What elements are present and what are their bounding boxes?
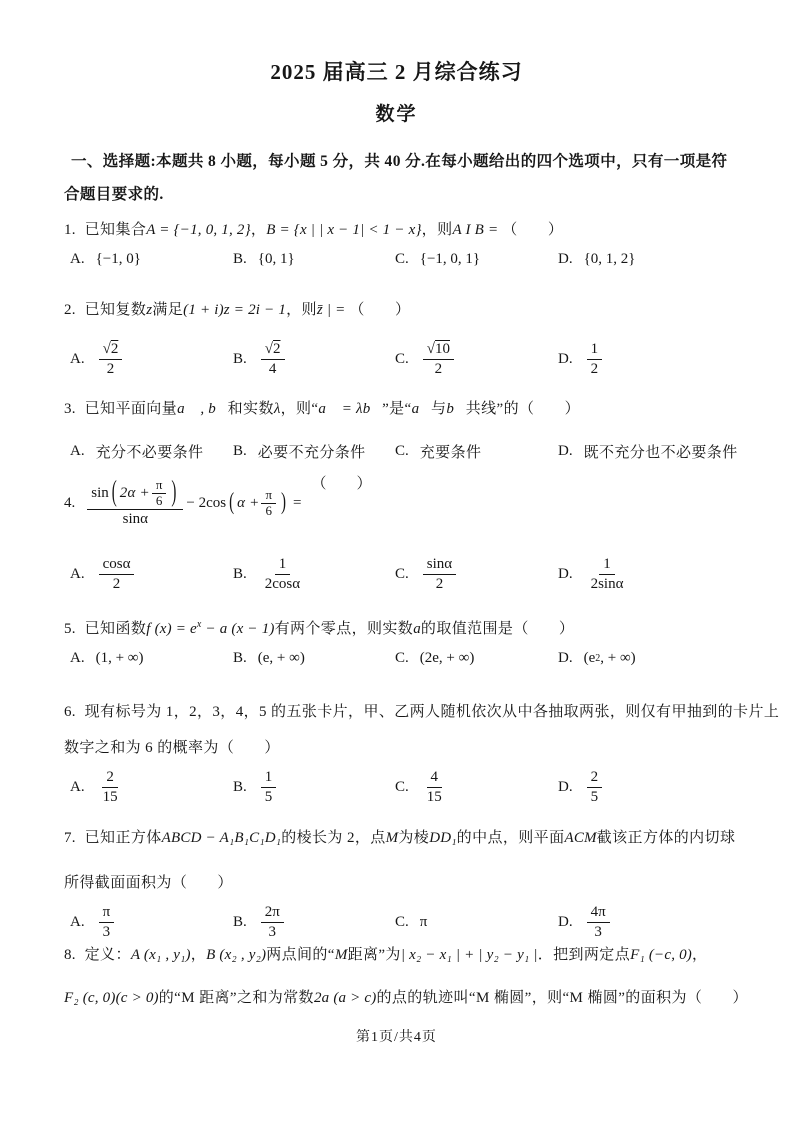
right-paren: )	[171, 476, 177, 509]
question-6-option-c	[395, 768, 558, 807]
stem-math: B = {x | | x − 1| < 1 − x}	[266, 222, 422, 238]
stem-text: 有两个零点，则实数	[274, 621, 414, 637]
stem-text: 与	[430, 401, 447, 417]
stem-math: ABCD − A₁B₁C₁D₁	[161, 830, 282, 846]
equals-sign: =	[293, 494, 302, 511]
radical-sign: √	[264, 340, 273, 357]
denominator: 4	[268, 360, 277, 377]
denominator: 2	[112, 575, 121, 592]
inner-fraction	[261, 488, 276, 519]
denominator: 2	[434, 360, 443, 377]
answer-blank: （ ）	[502, 222, 564, 238]
stem-text: 现有标号为 1，2，3，4，5 的五张卡片，甲、乙两人随机依次从中各抽取两张，则仅有甲抽到的卡片上	[84, 704, 780, 720]
stem-math: A (x₁ , y₁)	[130, 947, 191, 963]
denominator: 3	[594, 923, 602, 940]
question-6-option-a	[70, 768, 233, 807]
question-3-option-b	[233, 441, 395, 462]
fraction	[587, 768, 603, 807]
right-paren: )	[281, 489, 287, 515]
numerator: 1	[275, 555, 291, 575]
denominator: sinα	[122, 510, 148, 527]
numerator: π	[261, 488, 276, 504]
denominator: 5	[264, 788, 273, 805]
stem-text: ，	[250, 222, 267, 238]
question-5-option-c	[395, 650, 558, 667]
numerator: 1	[599, 555, 615, 575]
fraction	[587, 340, 603, 379]
radicand: 2	[273, 340, 281, 357]
question-3-option-a	[70, 441, 233, 462]
option-label: A.	[70, 251, 85, 267]
numerator: 4	[427, 768, 443, 788]
answer-blank: （ ）	[513, 621, 575, 637]
option-value: (e, + ∞)	[257, 650, 305, 666]
stem-math: M	[334, 947, 348, 963]
question-2-stem	[64, 298, 410, 319]
option-label: B.	[233, 650, 247, 666]
numerator: 1	[587, 340, 603, 360]
stem-text: ，则	[421, 222, 453, 238]
denominator: 6	[155, 492, 163, 508]
stem-math: (1 + i)z = 2i − 1	[183, 302, 287, 318]
question-6-stem-line-1	[64, 700, 779, 721]
section-heading-line-1: 一、选择题:本题共 8 小题，每小题 5 分，共 40 分.在每小题给出的四个选项中，只有一项是符	[71, 153, 728, 170]
fraction	[99, 768, 122, 807]
stem-text: 定义：	[84, 947, 131, 963]
question-7-stem-line-1	[64, 826, 735, 847]
exponent: x	[196, 619, 202, 630]
numerator: 4π	[587, 903, 610, 923]
fraction	[261, 555, 304, 594]
fraction	[423, 340, 454, 379]
stem-text: ，则“	[280, 401, 319, 417]
answer-blank: （ ）	[171, 875, 233, 891]
radicand: 2	[110, 340, 119, 357]
numerator: π	[99, 903, 115, 923]
stem-math: 2a (a > c)	[313, 990, 377, 1006]
denominator: 5	[590, 788, 599, 805]
stem-math: ACM	[564, 830, 597, 846]
question-number: 1.	[64, 222, 76, 238]
question-4-options	[70, 548, 753, 600]
question-1-option-d	[558, 251, 753, 268]
answer-blank: （ ）	[519, 401, 580, 417]
question-3-option-c	[395, 441, 558, 462]
numerator: cosα	[99, 555, 135, 575]
option-value: (2e, + ∞)	[419, 650, 475, 666]
option-label: C.	[395, 650, 409, 666]
denominator: 2cosα	[264, 575, 301, 592]
question-4-stem	[64, 468, 372, 538]
radical-sign: √	[426, 340, 435, 357]
option-label: B.	[233, 251, 247, 267]
question-1-option-a	[70, 251, 233, 268]
denominator: 2	[106, 360, 115, 377]
stem-text: 所得截面面积为	[64, 875, 172, 891]
question-5-stem	[64, 617, 574, 638]
numerator: 2	[102, 768, 118, 788]
question-number: 4.	[64, 494, 76, 511]
fraction	[261, 903, 284, 942]
option-value-post: , + ∞)	[600, 650, 636, 666]
question-4-option-a	[70, 555, 233, 594]
fraction	[99, 555, 135, 594]
question-2-option-d	[558, 340, 753, 379]
stem-math: λ	[273, 401, 281, 417]
stem-text: 和实数	[227, 401, 274, 417]
option-label: A.	[70, 350, 85, 367]
option-value: 必要不充分条件	[257, 445, 366, 461]
stem-math: a⃗	[411, 401, 431, 417]
stem-text: 满足	[152, 302, 184, 318]
stem-math: z	[146, 302, 153, 318]
numerator: sinα	[423, 555, 456, 575]
option-label: C.	[395, 443, 409, 459]
numerator-function: sin	[91, 484, 109, 501]
question-4-option-d	[558, 555, 753, 594]
stem-math: F₁ (−c, 0)	[630, 947, 693, 963]
question-7-option-b	[233, 903, 395, 942]
option-value: 充分不必要条件	[95, 445, 204, 461]
question-1-options	[70, 251, 753, 268]
option-label: D.	[558, 913, 573, 930]
question-2-option-b	[233, 340, 395, 379]
question-6-option-b	[233, 768, 395, 807]
question-2-option-a	[70, 340, 233, 379]
stem-math: A I B =	[452, 222, 503, 238]
stem-text: 共线”的	[465, 401, 520, 417]
stem-text: 的“M 距离”之和为常数	[158, 990, 314, 1006]
option-label: D.	[558, 251, 573, 267]
stem-math: α +	[237, 494, 260, 511]
stem-math: B (x₂ , y₂)	[206, 947, 267, 963]
stem-text: 的点的轨迹叫“M 椭圆”，则“M 椭圆”的面积为	[376, 990, 687, 1006]
option-value: {0, 1, 2}	[583, 251, 636, 267]
stem-text: 已知复数	[84, 302, 147, 318]
question-7-options	[70, 896, 753, 948]
option-label: C.	[395, 913, 409, 930]
stem-text: ”是“	[382, 401, 412, 417]
question-6-options	[70, 761, 753, 813]
question-1-option-c	[395, 251, 558, 268]
question-number: 7.	[64, 830, 76, 846]
stem-text: 已知正方体	[84, 830, 162, 846]
question-5-options	[70, 650, 753, 667]
fraction	[587, 903, 610, 942]
stem-math: F₂ (c, 0)(c > 0)	[64, 990, 159, 1006]
question-7-option-a	[70, 903, 233, 942]
question-8-stem-line-1	[64, 943, 707, 964]
stem-math: − a (x − 1)	[201, 621, 275, 637]
page-subject: 数学	[375, 104, 418, 125]
numerator: 2π	[261, 903, 284, 923]
fraction	[423, 555, 456, 594]
stem-math: a⃗ , b⃗	[177, 401, 228, 417]
fraction	[99, 340, 123, 379]
question-number: 6.	[64, 704, 76, 720]
denominator: 15	[102, 788, 118, 805]
stem-math: − 2cos	[186, 494, 227, 511]
question-number: 2.	[64, 302, 76, 318]
stem-text: 已知集合	[84, 222, 147, 238]
exponent: 2	[595, 653, 601, 664]
denominator: 3	[102, 923, 111, 940]
stem-math: z̄ | =	[316, 302, 350, 318]
option-value: π	[419, 913, 428, 930]
option-label: B.	[233, 778, 247, 795]
stem-math: b⃗	[446, 401, 466, 417]
question-3-options	[70, 441, 753, 462]
option-label: C.	[395, 778, 409, 795]
question-number: 5.	[64, 621, 76, 637]
denominator: 2sinα	[590, 575, 624, 592]
inner-fraction	[152, 478, 167, 509]
fraction	[261, 340, 285, 379]
fraction	[587, 555, 628, 594]
question-6-stem-line-2	[64, 736, 280, 757]
option-value: 充要条件	[419, 445, 482, 461]
question-5-option-a	[70, 650, 233, 667]
question-3-option-d	[558, 441, 753, 462]
left-paren: (	[229, 489, 235, 515]
page-footer: 第1页/共4页	[356, 1030, 437, 1045]
option-label: C.	[395, 350, 409, 367]
option-label: D.	[558, 650, 573, 666]
question-7-stem-line-2	[64, 871, 233, 892]
stem-math: a⃗ = λb⃗	[318, 401, 383, 417]
stem-text: 已知平面向量	[84, 401, 178, 417]
question-7-option-d	[558, 903, 753, 942]
question-2-option-c	[395, 340, 558, 379]
option-value: {−1, 0, 1}	[419, 251, 481, 267]
option-label: D.	[558, 778, 573, 795]
stem-text: 的中点，则平面	[456, 830, 565, 846]
left-paren: (	[111, 476, 117, 509]
question-7-option-c	[395, 914, 558, 931]
radicand: 10	[435, 340, 450, 357]
option-label: A.	[70, 913, 85, 930]
stem-math: A = {−1, 0, 1, 2}	[146, 222, 251, 238]
option-label: A.	[70, 565, 85, 582]
denominator: 6	[265, 502, 272, 518]
fraction	[87, 478, 183, 529]
section-heading-line-2: 合题目要求的.	[64, 186, 164, 203]
option-label: D.	[558, 443, 573, 459]
option-label: A.	[70, 778, 85, 795]
stem-text: 的棱长为 2，点	[281, 830, 386, 846]
stem-math: M	[385, 830, 399, 846]
question-4-option-b	[233, 555, 395, 594]
stem-math: f (x) = e	[146, 621, 197, 637]
stem-text: 两点间的“	[266, 947, 335, 963]
fraction	[261, 768, 277, 807]
stem-text: 的取值范围是	[420, 621, 514, 637]
stem-text: ，则	[286, 302, 317, 318]
option-label: A.	[70, 443, 85, 459]
option-value: (1, + ∞)	[95, 650, 144, 666]
option-label: D.	[558, 350, 573, 367]
denominator: 2	[435, 575, 444, 592]
stem-math: DD₁	[429, 830, 457, 846]
page-title: 2025 届高三 2 月综合练习	[270, 60, 523, 84]
stem-text: ．把到两定点	[537, 947, 631, 963]
stem-text: ，	[692, 947, 708, 963]
option-label: A.	[70, 650, 85, 666]
question-1-option-b	[233, 251, 395, 268]
option-label: C.	[395, 565, 409, 582]
question-8-stem-line-2	[64, 986, 748, 1007]
numerator: π	[152, 478, 167, 494]
numerator-terms: 2α +	[119, 484, 150, 501]
question-number: 3.	[64, 401, 76, 417]
numerator: 2	[587, 768, 603, 788]
radical-sign: √	[102, 340, 111, 357]
option-value: {−1, 0}	[95, 251, 141, 267]
stem-text: 截该正方体的内切球	[596, 830, 736, 846]
stem-text: 为棱	[398, 830, 430, 846]
option-label: C.	[395, 251, 409, 267]
option-label: B.	[233, 443, 247, 459]
denominator: 15	[426, 788, 442, 805]
question-5-option-b	[233, 650, 395, 667]
question-3-stem	[64, 397, 580, 418]
option-label: B.	[233, 350, 247, 367]
option-value-pre: (e	[583, 650, 596, 666]
answer-blank: （ ）	[686, 990, 748, 1006]
numerator: 1	[261, 768, 277, 788]
question-5-option-d	[558, 650, 753, 667]
option-value: 既不充分也不必要条件	[583, 445, 738, 461]
stem-math: a	[413, 621, 421, 637]
option-label: D.	[558, 565, 573, 582]
stem-text: 距离”为	[347, 947, 401, 963]
denominator: 3	[268, 923, 277, 940]
option-label: B.	[233, 565, 247, 582]
answer-blank: （ ）	[218, 740, 280, 756]
fraction	[423, 768, 446, 807]
answer-blank: （ ）	[349, 302, 411, 318]
question-2-options	[70, 333, 753, 385]
question-4-option-c	[395, 555, 558, 594]
option-label: B.	[233, 913, 247, 930]
answer-blank: （ ）	[311, 476, 372, 492]
question-number: 8.	[64, 947, 76, 963]
stem-text: 数字之和为 6 的概率为	[64, 740, 219, 756]
stem-math: | x₂ − x₁ | + | y₂ − y₁ |	[400, 947, 538, 963]
stem-text: ，	[190, 947, 207, 963]
question-1-stem	[64, 218, 563, 239]
denominator: 2	[590, 360, 599, 377]
fraction	[99, 903, 115, 942]
option-value: {0, 1}	[257, 251, 295, 267]
question-6-option-d	[558, 768, 753, 807]
stem-text: 已知函数	[84, 621, 147, 637]
